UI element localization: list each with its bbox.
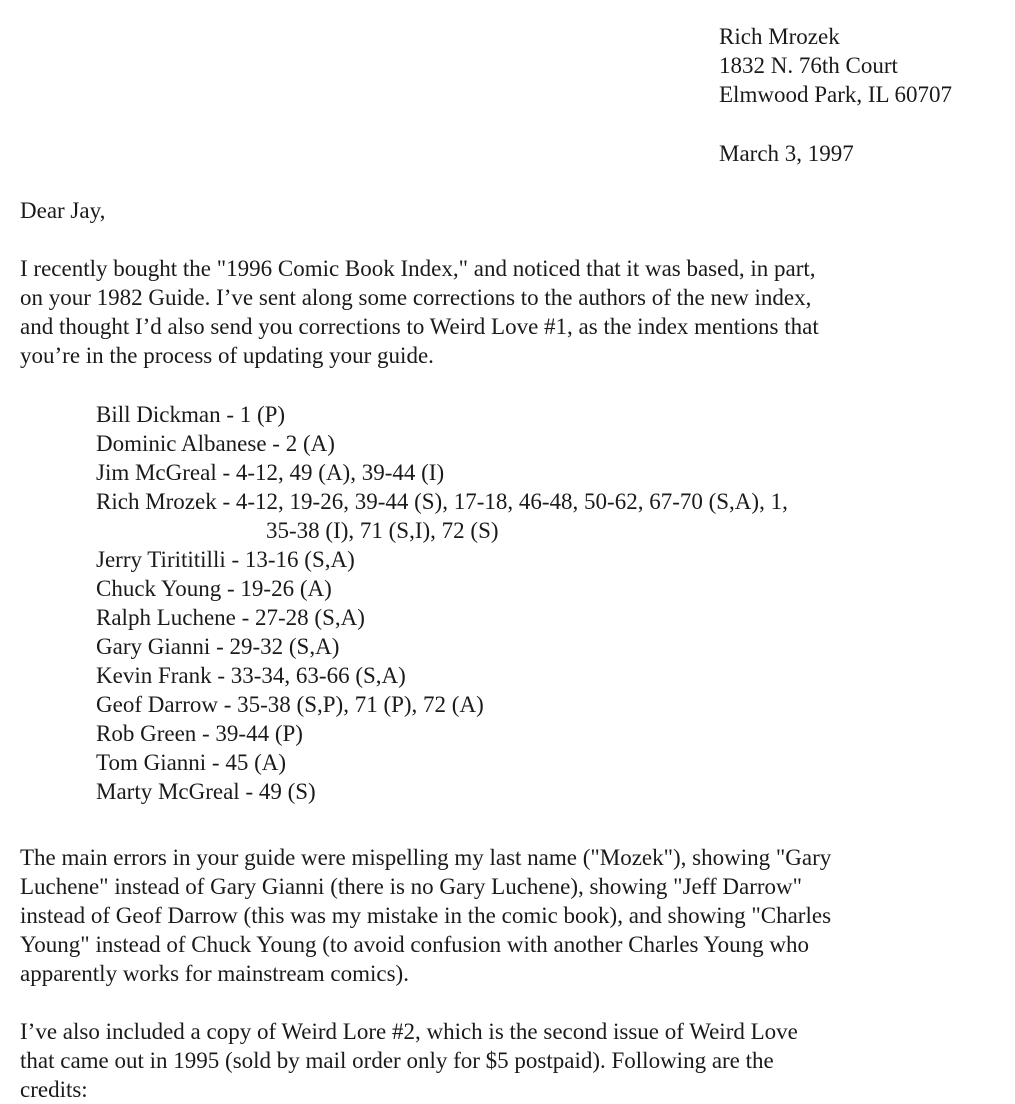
credit-entry: Dominic Albanese - 2 (A): [96, 431, 335, 456]
credits-list: [96, 400, 996, 806]
credit-entry: Marty McGreal - 49 (S): [96, 779, 316, 804]
credit-entry: Jerry Tirititilli - 13-16 (S,A): [96, 547, 355, 572]
paragraph-errors: [20, 843, 1005, 988]
credit-entry: Rich Mrozek - 4-12, 19-26, 39-44 (S), 17-18, 46-48, 50-62, 67-70 (S,A), 1,: [96, 489, 788, 514]
credit-entry: Ralph Luchene - 27-28 (S,A): [96, 605, 365, 630]
sender-city: Elmwood Park, IL 60707: [719, 82, 952, 107]
sender-street: 1832 N. 76th Court: [719, 53, 898, 78]
text-line: Luchene" instead of Gary Gianni (there is no Gary Luchene), showing "Jeff Darrow": [20, 874, 803, 899]
text-line: on your 1982 Guide. I’ve sent along some corrections to the authors of the new index,: [20, 285, 812, 310]
paragraph-intro: [20, 254, 1005, 370]
text-line: and thought I’d also send you corrections to Weird Love #1, as the index mentions that: [20, 314, 819, 339]
salutation: Dear Jay,: [20, 198, 106, 223]
text-line: I’ve also included a copy of Weird Lore #2, which is the second issue of Weird Love: [20, 1019, 798, 1044]
sender-address-block: [719, 22, 1009, 109]
text-line: that came out in 1995 (sold by mail order only for $5 postpaid). Following are the: [20, 1048, 774, 1073]
text-line: instead of Geof Darrow (this was my mistake in the comic book), and showing "Charles: [20, 903, 832, 928]
sender-name: Rich Mrozek: [719, 24, 840, 49]
credit-entry: Bill Dickman - 1 (P): [96, 402, 286, 427]
credit-entry: Gary Gianni - 29-32 (S,A): [96, 634, 340, 659]
text-line: credits:: [20, 1077, 88, 1102]
credit-entry-continuation: 35-38 (I), 71 (S,I), 72 (S): [266, 518, 499, 543]
letter-date: March 3, 1997: [719, 141, 854, 166]
text-line: apparently works for mainstream comics).: [20, 961, 409, 986]
credit-entry: Geof Darrow - 35-38 (S,P), 71 (P), 72 (A): [96, 692, 484, 717]
text-line: The main errors in your guide were mispelling my last name ("Mozek"), showing "Gary: [20, 845, 832, 870]
text-line: I recently bought the "1996 Comic Book Index," and noticed that it was based, in part,: [20, 256, 816, 281]
text-line: you’re in the process of updating your guide.: [20, 343, 434, 368]
credit-entry: Chuck Young - 19-26 (A): [96, 576, 332, 601]
text-line: Young" instead of Chuck Young (to avoid confusion with another Charles Young who: [20, 932, 810, 957]
credit-entry: Kevin Frank - 33-34, 63-66 (S,A): [96, 663, 406, 688]
credit-entry: Rob Green - 39-44 (P): [96, 721, 303, 746]
paragraph-weird-lore: [20, 1017, 1005, 1104]
credit-entry: Tom Gianni - 45 (A): [96, 750, 287, 775]
credit-entry: Jim McGreal - 4-12, 49 (A), 39-44 (I): [96, 460, 445, 485]
